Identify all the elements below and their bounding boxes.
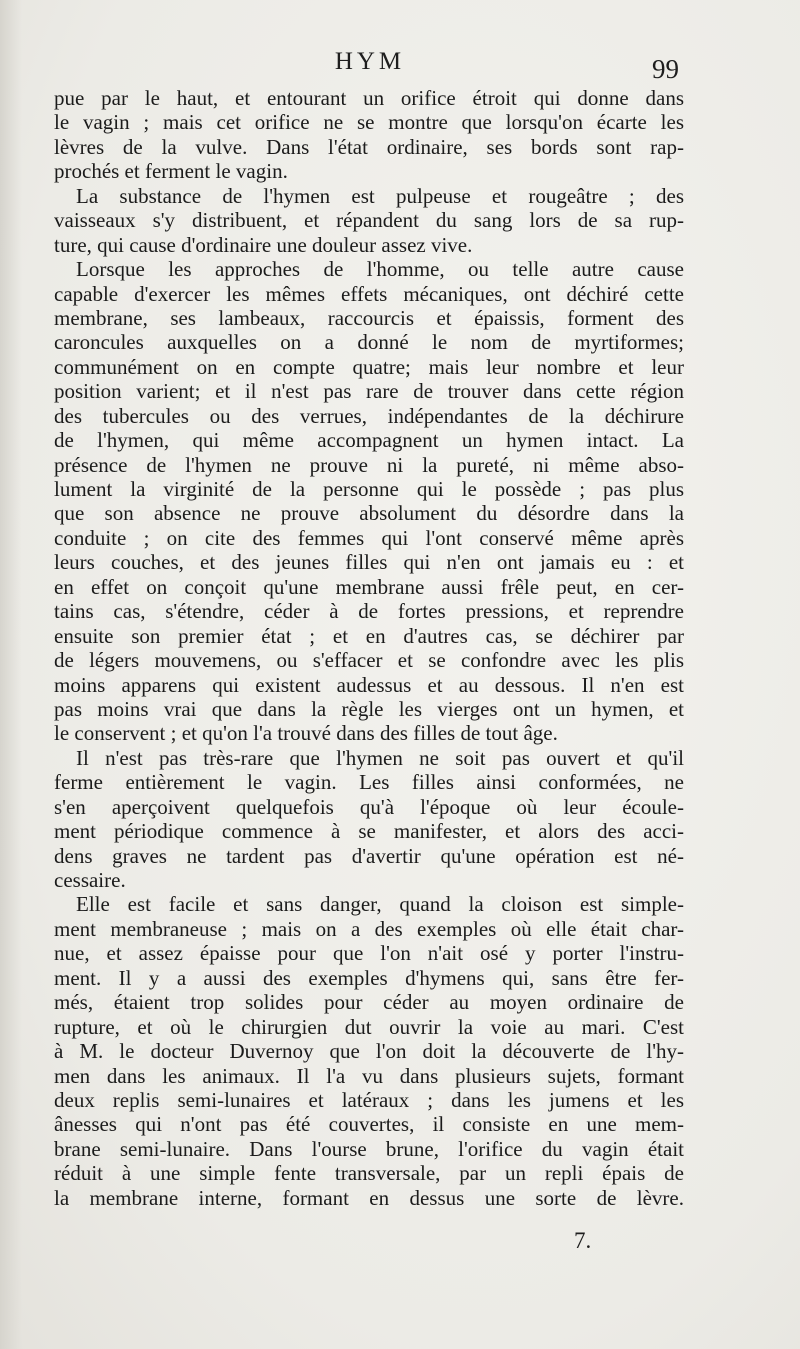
text-line: La substance de l'hymen est pulpeuse et rougeâtre ; des — [76, 183, 684, 208]
text-line: prochés et ferment le vagin. — [54, 159, 288, 184]
text-line: le vagin ; mais cet orifice ne se montre que lorsqu'on écarte les — [54, 110, 684, 135]
text-line: lèvres de la vulve. Dans l'état ordinaire, ses bords sont rap- — [54, 134, 684, 159]
text-line: cessaire. — [54, 868, 126, 892]
text-line: ment membraneuse ; mais on a des exemples où elle était char- — [54, 916, 684, 941]
page-number: 99 — [652, 54, 679, 84]
text-line: rupture, et où le chirurgien dut ouvrir la voie au mari. C'est — [54, 1014, 684, 1039]
text-line: ment périodique commence à se manifester, et alors des acci- — [54, 819, 684, 844]
text-line: tains cas, s'étendre, céder à de fortes pressions, et reprendre — [54, 599, 684, 624]
text-line: de légers mouvemens, ou s'effacer et se confondre avec les plis — [54, 648, 684, 673]
text-line: moins apparens qui existent audessus et au dessous. Il n'en est — [54, 672, 684, 697]
text-line: communément on en compte quatre; mais leur nombre et leur — [54, 354, 684, 379]
text-line: ânesses qui n'ont pas été couvertes, il consiste en une mem- — [54, 1112, 684, 1137]
text-line: réduit à une simple fente transversale, par un repli épais de — [54, 1161, 684, 1186]
text-line: men dans les animaux. Il l'a vu dans plusieurs sujets, formant — [54, 1063, 684, 1088]
text-line: brane semi-lunaire. Dans l'ourse brune, l'orifice du vagin était — [54, 1136, 684, 1161]
text-line: més, étaient trop solides pour céder au moyen ordinaire de — [54, 990, 684, 1015]
text-line: Lorsque les approches de l'homme, ou telle autre cause — [76, 257, 684, 282]
text-line: que son absence ne prouve absolument du désordre dans la — [54, 501, 684, 526]
text-line: pue par le haut, et entourant un orifice étroit qui donne dans — [54, 86, 684, 110]
text-line: position varient; et il n'est pas rare de trouver dans cette région — [54, 379, 684, 404]
text-line: nue, et assez épaisse pour que l'on n'ait osé y porter l'instru- — [54, 941, 684, 966]
text-line: Il n'est pas très-rare que l'hymen ne soit pas ouvert et qu'il — [76, 745, 684, 770]
text-line: Elle est facile et sans danger, quand la cloison est simple- — [76, 892, 684, 917]
text-line: ferme entièrement le vagin. Les filles ainsi conformées, ne — [54, 770, 684, 795]
text-line: caroncules auxquelles on a donné le nom de myrtiformes; — [54, 330, 684, 355]
text-line: vaisseaux s'y distribuent, et répandent du sang lors de sa rup- — [54, 208, 684, 233]
text-line: ture, qui cause d'ordinaire une douleur assez vive. — [54, 232, 473, 257]
text-line: à M. le docteur Duvernoy que l'on doit la découverte de l'hy- — [54, 1039, 684, 1064]
running-head: HYM — [334, 48, 406, 75]
text-line: s'en aperçoivent quelquefois qu'à l'époque où leur écoule- — [54, 794, 684, 819]
signature-mark: 7. — [574, 1228, 592, 1253]
text-line: ensuite son premier état ; et en d'autres cas, se déchirer par — [54, 623, 684, 648]
spine-shadow — [0, 0, 22, 1349]
text-line: ment. Il y a aussi des exemples d'hymens qui, sans être fer- — [54, 965, 684, 990]
text-line: des tubercules ou des verrues, indépendantes de la déchirure — [54, 403, 684, 428]
text-line: dens graves ne tardent pas d'avertir qu'une opération est né- — [54, 843, 684, 868]
text-line: leurs couches, et des jeunes filles qui n'en ont jamais eu : et — [54, 550, 684, 575]
text-line: le conservent ; et qu'on l'a trouvé dans des filles de tout âge. — [54, 721, 558, 746]
text-line: pas moins vrai que dans la règle les vierges ont un hymen, et — [54, 696, 684, 721]
text-line: la membrane interne, formant en dessus une sorte de lèvre. — [54, 1185, 684, 1210]
text-line: membrane, ses lambeaux, raccourcis et épaissis, forment des — [54, 305, 684, 330]
text-line: présence de l'hymen ne prouve ni la pureté, ni même abso- — [54, 452, 684, 477]
text-line: capable d'exercer les mêmes effets mécaniques, ont déchiré cette — [54, 281, 684, 306]
text-line: en effet on conçoit qu'une membrane aussi frêle peut, en cer- — [54, 574, 684, 599]
body-text — [54, 86, 684, 1210]
text-line: lument la virginité de la personne qui le possède ; pas plus — [54, 477, 684, 501]
text-line: conduite ; on cite des femmes qui l'ont conservé même après — [54, 525, 684, 550]
text-line: de l'hymen, qui même accompagnent un hymen intact. La — [54, 428, 684, 453]
text-line: deux replis semi-lunaires et latéraux ; dans les jumens et les — [54, 1087, 684, 1112]
